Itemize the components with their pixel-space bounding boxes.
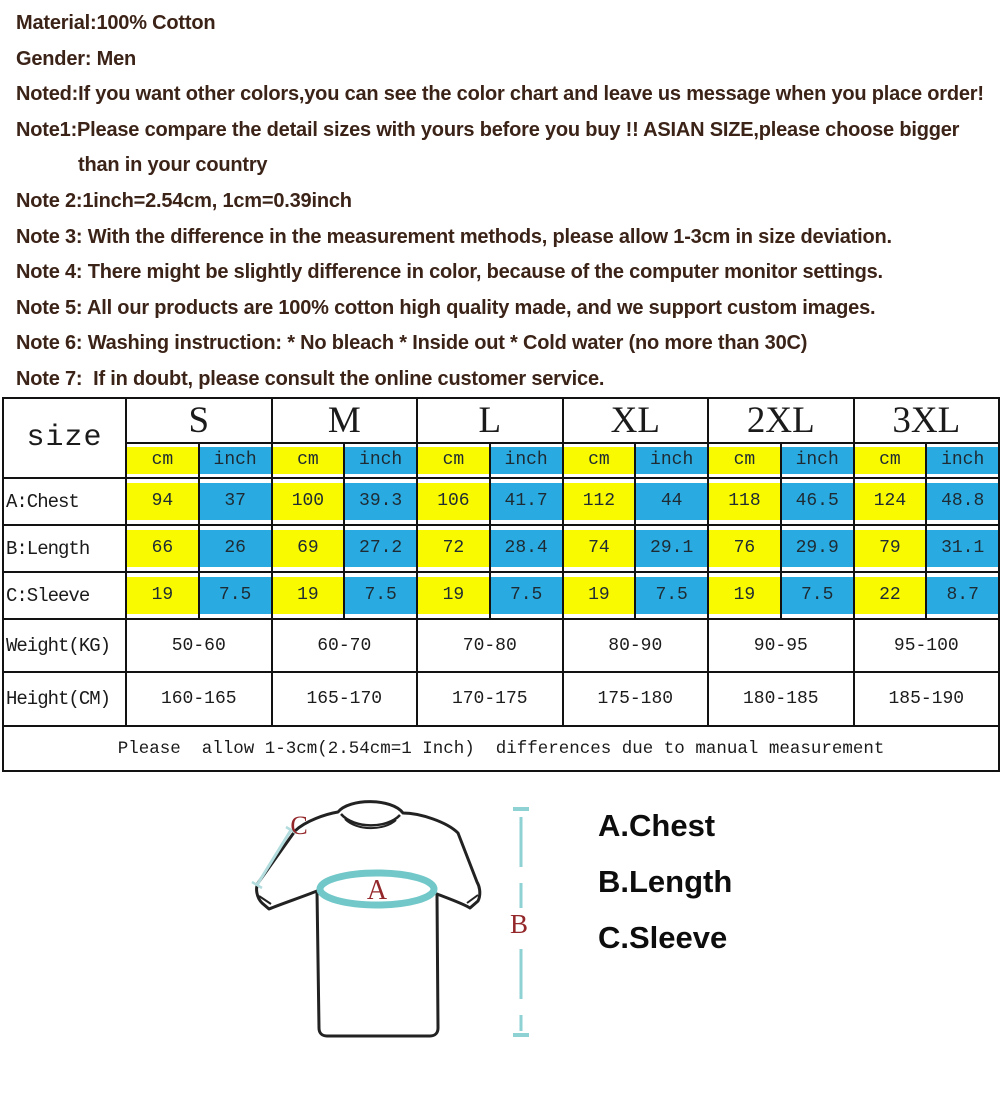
marker-a: A: [366, 875, 388, 906]
cm-header: cm: [564, 447, 635, 474]
unit-cell: [926, 443, 999, 478]
table-footer-row: [3, 726, 999, 771]
row-label-chest: A:Chest: [3, 478, 126, 525]
product-notes: [16, 6, 991, 398]
chest-row: [3, 478, 999, 525]
size-col-2xl: 2XL: [708, 398, 854, 443]
value-cell: [417, 478, 490, 525]
value-cell: [490, 572, 563, 619]
length-xl-inch: 29.1: [636, 530, 707, 567]
unit-cell: [272, 443, 345, 478]
value-cell: [272, 478, 345, 525]
value-cell: [781, 572, 854, 619]
inch-header: inch: [782, 447, 853, 474]
note-colors: Noted:If you want other colors,you can see the color chart and leave us message when you place order!: [16, 83, 984, 106]
value-cell: [926, 525, 999, 572]
note-4: Note 4: There might be slightly difference in color, because of the computer monitor settings.: [16, 261, 883, 284]
inch-header: inch: [345, 447, 416, 474]
inch-header: inch: [927, 447, 998, 474]
value-cell: [635, 572, 708, 619]
note-2: Note 2:1inch=2.54cm, 1cm=0.39inch: [16, 189, 352, 212]
inch-header: inch: [636, 447, 707, 474]
value-cell: [490, 525, 563, 572]
sleeve-3xl-inch: 8.7: [927, 577, 998, 614]
height-s: 160-165: [126, 672, 272, 726]
value-cell: [708, 525, 781, 572]
chest-3xl-cm: 124: [855, 483, 926, 520]
length-l-cm: 72: [418, 530, 489, 567]
value-cell: [199, 572, 272, 619]
chest-m-cm: 100: [273, 483, 344, 520]
size-header-row: [3, 398, 999, 443]
sleeve-2xl-inch: 7.5: [782, 577, 853, 614]
row-label-length: B:Length: [3, 525, 126, 572]
note-1-continued: than in your country: [78, 154, 268, 177]
size-col-l: L: [417, 398, 563, 443]
unit-cell: [199, 443, 272, 478]
chest-m-inch: 39.3: [345, 483, 416, 520]
length-xl-cm: 74: [564, 530, 635, 567]
value-cell: [417, 572, 490, 619]
value-cell: [854, 525, 927, 572]
sleeve-row: [3, 572, 999, 619]
unit-cell: [635, 443, 708, 478]
value-cell: [926, 572, 999, 619]
length-2xl-cm: 76: [709, 530, 780, 567]
chest-2xl-cm: 118: [709, 483, 780, 520]
length-3xl-inch: 31.1: [927, 530, 998, 567]
row-label-weight: Weight(KG): [3, 619, 126, 672]
value-cell: [199, 525, 272, 572]
length-m-inch: 27.2: [345, 530, 416, 567]
weight-3xl: 95-100: [854, 619, 1000, 672]
value-cell: [126, 572, 199, 619]
length-s-cm: 66: [127, 530, 198, 567]
sleeve-l-cm: 19: [418, 577, 489, 614]
height-l: 170-175: [417, 672, 563, 726]
length-row: [3, 525, 999, 572]
value-cell: [417, 525, 490, 572]
legend-chest: A.Chest: [598, 808, 716, 843]
unit-cell: [854, 443, 927, 478]
chest-s-cm: 94: [127, 483, 198, 520]
note-material: Material:100% Cotton: [16, 12, 216, 34]
cm-header: cm: [709, 447, 780, 474]
unit-header-row: [3, 443, 999, 478]
value-cell: [635, 525, 708, 572]
cm-header: cm: [855, 447, 926, 474]
value-cell: [563, 572, 636, 619]
value-cell: [781, 478, 854, 525]
height-2xl: 180-185: [708, 672, 854, 726]
note-7: Note 7: If in doubt, please consult the online customer service.: [16, 367, 605, 390]
unit-cell: [126, 443, 199, 478]
value-cell: [344, 525, 417, 572]
note-6: Note 6: Washing instruction: * No bleach * Inside out * Cold water (no more than 30C): [16, 332, 808, 355]
legend-sleeve: C.Sleeve: [598, 920, 728, 955]
chest-xl-inch: 44: [636, 483, 707, 520]
value-cell: [490, 478, 563, 525]
cm-header: cm: [127, 447, 198, 474]
inch-header: inch: [200, 447, 271, 474]
cm-header: cm: [418, 447, 489, 474]
sleeve-xl-cm: 19: [564, 577, 635, 614]
length-2xl-inch: 29.9: [782, 530, 853, 567]
chest-s-inch: 37: [200, 483, 271, 520]
sleeve-s-cm: 19: [127, 577, 198, 614]
value-cell: [708, 572, 781, 619]
value-cell: [344, 478, 417, 525]
value-cell: [126, 478, 199, 525]
note-1: Note1:Please compare the detail sizes with yours before you buy !! ASIAN SIZE,please choose bigger: [16, 118, 960, 141]
chest-xl-cm: 112: [564, 483, 635, 520]
value-cell: [854, 572, 927, 619]
note-5: Note 5: All our products are 100% cotton high quality made, and we support custom images.: [16, 296, 876, 319]
sleeve-l-inch: 7.5: [491, 577, 562, 614]
measurement-disclaimer: Please allow 1-3cm(2.54cm=1 Inch) differences due to manual measurement: [3, 726, 999, 771]
sleeve-2xl-cm: 19: [709, 577, 780, 614]
length-l-inch: 28.4: [491, 530, 562, 567]
weight-xl: 80-90: [563, 619, 709, 672]
value-cell: [126, 525, 199, 572]
size-col-s: S: [126, 398, 272, 443]
chest-l-cm: 106: [418, 483, 489, 520]
size-corner-label: size: [3, 398, 126, 478]
value-cell: [781, 525, 854, 572]
chest-3xl-inch: 48.8: [927, 483, 998, 520]
tshirt-measurement-diagram: [230, 793, 550, 1048]
sleeve-m-inch: 7.5: [345, 577, 416, 614]
weight-2xl: 90-95: [708, 619, 854, 672]
weight-row: [3, 619, 999, 672]
height-xl: 175-180: [563, 672, 709, 726]
sleeve-xl-inch: 7.5: [636, 577, 707, 614]
measurement-legend: [598, 810, 732, 978]
unit-cell: [563, 443, 636, 478]
value-cell: [926, 478, 999, 525]
row-label-height: Height(CM): [3, 672, 126, 726]
value-cell: [272, 572, 345, 619]
sleeve-m-cm: 19: [273, 577, 344, 614]
size-col-3xl: 3XL: [854, 398, 1000, 443]
unit-cell: [417, 443, 490, 478]
size-chart-table: [2, 397, 1000, 772]
marker-c: C: [290, 811, 308, 840]
weight-s: 50-60: [126, 619, 272, 672]
value-cell: [854, 478, 927, 525]
length-s-inch: 26: [200, 530, 271, 567]
legend-length: B.Length: [598, 864, 733, 899]
unit-cell: [708, 443, 781, 478]
size-col-xl: XL: [563, 398, 709, 443]
value-cell: [272, 525, 345, 572]
marker-b: B: [509, 909, 529, 939]
value-cell: [635, 478, 708, 525]
value-cell: [344, 572, 417, 619]
sleeve-s-inch: 7.5: [200, 577, 271, 614]
note-3: Note 3: With the difference in the measurement methods, please allow 1-3cm in size deviation.: [16, 225, 892, 248]
value-cell: [708, 478, 781, 525]
unit-cell: [490, 443, 563, 478]
value-cell: [563, 525, 636, 572]
height-3xl: 185-190: [854, 672, 1000, 726]
unit-cell: [781, 443, 854, 478]
weight-l: 70-80: [417, 619, 563, 672]
weight-m: 60-70: [272, 619, 418, 672]
chest-l-inch: 41.7: [491, 483, 562, 520]
height-row: [3, 672, 999, 726]
unit-cell: [344, 443, 417, 478]
height-m: 165-170: [272, 672, 418, 726]
note-gender: Gender: Men: [16, 47, 137, 70]
cm-header: cm: [273, 447, 344, 474]
length-m-cm: 69: [273, 530, 344, 567]
value-cell: [199, 478, 272, 525]
inch-header: inch: [491, 447, 562, 474]
row-label-sleeve: C:Sleeve: [3, 572, 126, 619]
length-3xl-cm: 79: [855, 530, 926, 567]
chest-2xl-inch: 46.5: [782, 483, 853, 520]
value-cell: [563, 478, 636, 525]
sleeve-3xl-cm: 22: [855, 577, 926, 614]
size-col-m: M: [272, 398, 418, 443]
